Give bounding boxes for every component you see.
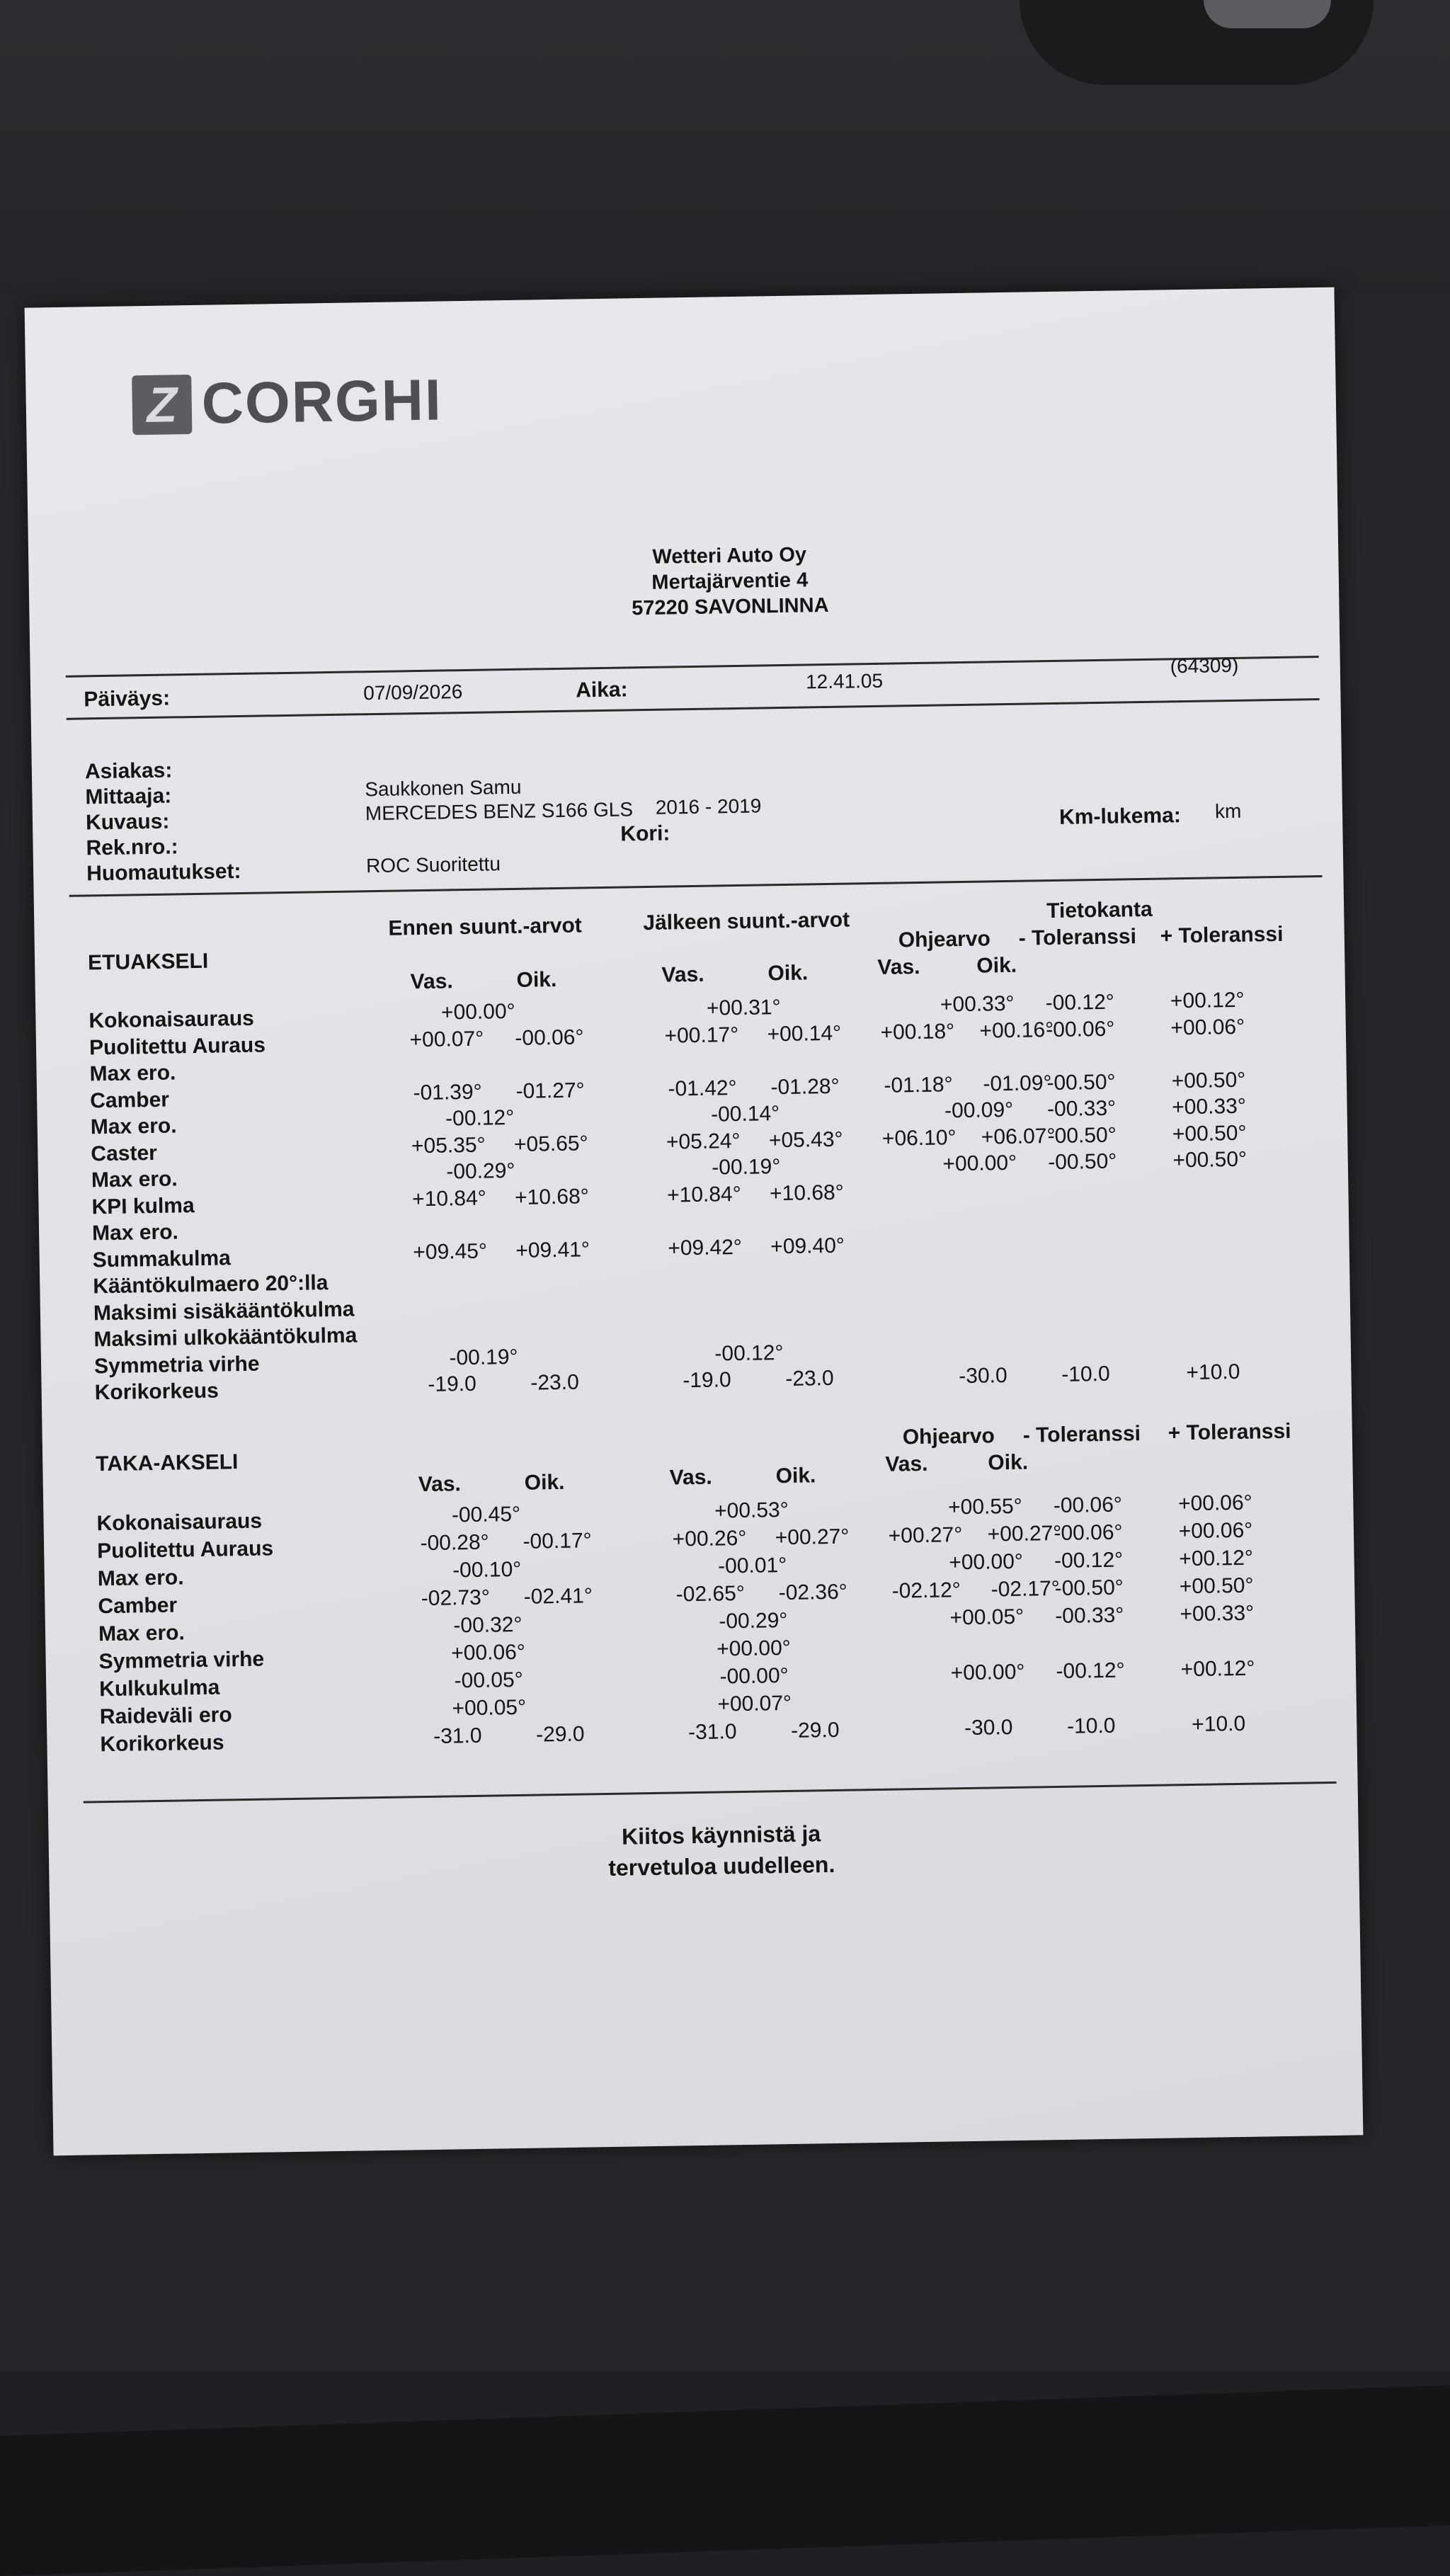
value-after-c: +00.07° — [717, 1691, 792, 1716]
odometer-label: Km-lukema: — [1058, 804, 1182, 829]
value-before-l: -19.0 — [428, 1372, 477, 1396]
company-street: Mertajärventie 4 — [651, 569, 809, 594]
tol-plus-header: + Toleranssi — [1160, 922, 1284, 948]
corghi-logo-text: CORGHI — [201, 367, 443, 436]
value-tol-minus: -00.12° — [1056, 1658, 1125, 1684]
value-spec-r: -02.17° — [991, 1576, 1060, 1602]
before-left-header: Vas. — [410, 969, 453, 994]
reference-number: (64309) — [1170, 654, 1239, 678]
rear-spec-left-header: Vas. — [885, 1452, 928, 1476]
value-before-r: -02.41° — [523, 1584, 593, 1609]
value-tol-minus: -00.06° — [1046, 1017, 1115, 1042]
row-label: Puolitettu Auraus — [89, 1032, 266, 1059]
body-label: Kori: — [620, 821, 670, 846]
value-spec-c: -30.0 — [964, 1716, 1013, 1740]
value-tol-minus: -10.0 — [1066, 1714, 1116, 1738]
value-tol-minus: -00.50° — [1054, 1575, 1124, 1601]
value-after-c: -00.19° — [712, 1155, 781, 1180]
value-spec-r: +06.07° — [981, 1124, 1056, 1149]
row-label: Symmetria virhe — [98, 1647, 265, 1674]
rear-axle-title: TAKA-AKSELI — [96, 1450, 239, 1476]
rear-tol-plus-header: + Toleranssi — [1168, 1419, 1291, 1445]
value-spec-c: +00.05° — [949, 1605, 1024, 1630]
row-label: Maksimi ulkokääntökulma — [93, 1323, 358, 1352]
row-label: Symmetria virhe — [93, 1352, 260, 1378]
row-label: Max ero. — [98, 1621, 185, 1646]
row-label: Kokonaisauraus — [89, 1006, 255, 1033]
value-after-r: -01.28° — [770, 1074, 840, 1099]
value-tol-plus: +00.12° — [1180, 1656, 1255, 1682]
divider — [66, 656, 1319, 678]
rear-after-left-header: Vas. — [669, 1465, 712, 1490]
value-before-r: -01.27° — [515, 1078, 585, 1103]
divider — [67, 698, 1320, 720]
value-after-l: +00.26° — [672, 1526, 747, 1551]
value-tol-minus: -00.50° — [1047, 1149, 1117, 1175]
value-tol-plus: +00.50° — [1179, 1573, 1254, 1599]
rear-tol-minus-header: - Toleranssi — [1022, 1422, 1141, 1447]
value-spec-r: +00.16° — [979, 1018, 1054, 1043]
value-before-r: -23.0 — [530, 1370, 579, 1395]
corghi-logo — [132, 368, 443, 437]
after-values-header: Jälkeen suunt.-arvot — [643, 908, 850, 935]
row-label: Max ero. — [97, 1566, 184, 1591]
value-before-c: -00.05° — [454, 1668, 523, 1693]
rear-before-left-header: Vas. — [418, 1472, 462, 1497]
value-after-r: -02.36° — [778, 1580, 848, 1605]
after-right-header: Oik. — [767, 961, 809, 986]
value-tol-plus: +00.50° — [1172, 1147, 1248, 1173]
value-after-c: +00.31° — [706, 996, 781, 1020]
value-after-l: -02.65° — [675, 1581, 746, 1607]
row-label: Raideväli ero — [99, 1703, 232, 1729]
corghi-logo-icon: Z — [132, 375, 192, 435]
remarks-label: Huomautukset: — [86, 859, 241, 886]
value-tol-minus: -00.50° — [1047, 1123, 1117, 1148]
value-after-c: -00.01° — [717, 1554, 787, 1578]
value-after-c: +00.53° — [714, 1498, 789, 1523]
value-before-l: +10.84° — [411, 1186, 486, 1211]
value-tol-plus: +10.0 — [1186, 1360, 1240, 1385]
value-before-c: -00.12° — [445, 1105, 515, 1131]
row-label: Kulkukulma — [99, 1675, 220, 1702]
value-after-l: +05.24° — [666, 1129, 741, 1154]
before-values-header: Ennen suunt.-arvot — [388, 913, 583, 940]
row-label: Caster — [91, 1141, 158, 1166]
row-label: Korikorkeus — [94, 1379, 219, 1405]
front-axle-title: ETUAKSELI — [87, 949, 209, 975]
row-label: KPI kulma — [91, 1193, 195, 1219]
description-label: Kuvaus: — [85, 809, 170, 835]
divider — [69, 875, 1323, 897]
value-spec-l: -01.18° — [884, 1072, 953, 1098]
value-tol-plus: +00.50° — [1171, 1068, 1246, 1093]
rear-before-right-header: Oik. — [524, 1470, 565, 1495]
database-header: Tietokanta — [1046, 897, 1153, 923]
value-after-l: -31.0 — [687, 1720, 737, 1745]
value-before-c: +00.00° — [440, 999, 515, 1025]
tol-minus-header: - Toleranssi — [1018, 925, 1137, 950]
customer-label: Asiakas: — [84, 758, 173, 784]
before-right-header: Oik. — [516, 968, 557, 992]
value-spec-l: +00.27° — [888, 1523, 963, 1548]
value-before-l: -02.73° — [421, 1585, 491, 1611]
row-label: Summakulma — [92, 1246, 232, 1272]
value-tol-plus: +00.50° — [1172, 1121, 1247, 1146]
value-before-c: -00.10° — [452, 1557, 522, 1583]
registration-label: Rek.nro.: — [86, 835, 178, 860]
rear-after-right-header: Oik. — [775, 1464, 816, 1488]
value-tol-plus: +00.12° — [1170, 988, 1245, 1013]
value-tol-plus: +00.33° — [1171, 1094, 1247, 1119]
remarks-value: ROC Suoritettu — [365, 853, 501, 877]
value-tol-minus: -00.12° — [1054, 1548, 1124, 1573]
value-after-l: -01.42° — [668, 1076, 737, 1101]
value-tol-minus: -00.06° — [1054, 1520, 1123, 1546]
row-label: Camber — [89, 1088, 170, 1112]
value-after-r: +10.68° — [769, 1180, 844, 1205]
value-spec-c: +00.55° — [947, 1494, 1022, 1520]
odometer-unit: km — [1214, 799, 1242, 823]
value-after-c: -00.14° — [710, 1102, 780, 1127]
value-after-l: -19.0 — [683, 1368, 731, 1393]
value-before-r: +10.68° — [514, 1184, 589, 1209]
value-tol-plus: +00.06° — [1178, 1518, 1253, 1544]
alignment-report-sheet — [25, 287, 1364, 2156]
value-tol-minus: -00.50° — [1046, 1070, 1116, 1095]
value-before-c: -00.45° — [451, 1502, 521, 1527]
value-before-c: -00.29° — [446, 1158, 515, 1184]
value-tol-minus: -10.0 — [1061, 1362, 1110, 1386]
value-after-l: +09.42° — [668, 1235, 743, 1260]
value-tol-minus: -00.33° — [1055, 1603, 1124, 1629]
row-label: Max ero. — [91, 1167, 178, 1192]
value-spec-c: -00.09° — [944, 1098, 1014, 1123]
value-tol-minus: -00.12° — [1045, 990, 1114, 1015]
value-spec-c: +00.33° — [940, 991, 1015, 1017]
value-spec-l: +00.18° — [880, 1019, 955, 1044]
divider — [84, 1782, 1337, 1803]
value-before-c: -00.19° — [449, 1345, 518, 1369]
company-name: Wetteri Auto Oy — [652, 543, 807, 569]
measurer-label: Mittaaja: — [85, 784, 172, 809]
vehicle-description: MERCEDES BENZ S166 GLS — [365, 798, 634, 825]
value-tol-plus: +00.06° — [1170, 1015, 1245, 1039]
value-spec-r: +00.27° — [987, 1521, 1062, 1546]
value-before-l: -00.28° — [420, 1530, 489, 1556]
value-tol-plus: +00.06° — [1177, 1491, 1252, 1516]
desk-object-highlight — [1204, 0, 1331, 28]
value-before-c: +00.05° — [452, 1695, 527, 1721]
value-spec-c: +00.00° — [950, 1660, 1025, 1685]
row-label: Kääntökulmaero 20°:lla — [93, 1271, 329, 1299]
value-before-l: -01.39° — [413, 1080, 482, 1105]
spec-left-header: Vas. — [877, 954, 920, 979]
value-before-c: +00.06° — [450, 1640, 526, 1665]
date-value: 07/09/2026 — [362, 680, 463, 705]
row-label: Max ero. — [89, 1061, 176, 1086]
vehicle-years: 2016 - 2019 — [655, 794, 762, 819]
value-tol-plus: +00.12° — [1179, 1546, 1254, 1571]
row-label: Korikorkeus — [100, 1731, 224, 1757]
value-spec-l: +06.10° — [881, 1125, 957, 1151]
value-tol-plus: +00.33° — [1180, 1601, 1255, 1626]
value-after-l: +10.84° — [666, 1182, 741, 1207]
value-spec-r: -01.09° — [983, 1071, 1052, 1096]
value-after-r: +00.14° — [767, 1021, 842, 1046]
value-after-c: -00.00° — [719, 1663, 789, 1689]
value-before-l: +05.35° — [411, 1133, 486, 1158]
time-label: Aika: — [575, 678, 628, 702]
value-before-r: -00.17° — [523, 1529, 592, 1554]
value-spec-l: -02.12° — [891, 1578, 961, 1603]
value-after-r: -23.0 — [785, 1366, 834, 1391]
value-after-r: -29.0 — [790, 1718, 840, 1743]
value-tol-minus: -00.33° — [1046, 1096, 1117, 1122]
value-spec-c: +00.00° — [942, 1151, 1017, 1176]
rear-spec-right-header: Oik. — [988, 1450, 1029, 1475]
company-city: 57220 SAVONLINNA — [631, 593, 829, 620]
after-left-header: Vas. — [661, 962, 704, 987]
value-after-r: +09.40° — [770, 1233, 845, 1258]
value-after-r: +05.43° — [768, 1127, 843, 1152]
value-tol-plus: +10.0 — [1192, 1711, 1246, 1737]
spec-header: Ohjearvo — [898, 927, 991, 952]
measurer-value: Saukkonen Samu — [365, 775, 522, 801]
value-after-r: +00.27° — [775, 1524, 850, 1550]
value-before-l: -31.0 — [433, 1723, 482, 1748]
value-before-r: -29.0 — [535, 1722, 585, 1747]
value-before-l: +09.45° — [413, 1239, 488, 1264]
row-label: Kokonaisauraus — [96, 1509, 263, 1536]
value-tol-minus: -00.06° — [1053, 1493, 1123, 1518]
value-spec-c: -30.0 — [959, 1364, 1007, 1389]
rear-spec-header: Ohjearvo — [902, 1424, 995, 1449]
date-label: Päiväys: — [84, 686, 171, 712]
value-before-c: -00.32° — [453, 1612, 523, 1638]
value-spec-c: +00.00° — [949, 1549, 1024, 1575]
value-after-c: -00.12° — [714, 1340, 784, 1366]
spec-right-header: Oik. — [976, 953, 1017, 978]
row-label: Max ero. — [90, 1114, 177, 1139]
row-label: Puolitettu Auraus — [96, 1537, 274, 1563]
row-label: Max ero. — [91, 1220, 179, 1246]
value-before-l: +00.07° — [409, 1027, 484, 1052]
value-before-r: +09.41° — [515, 1237, 590, 1263]
thanks-line-1: Kiitos käynnistä ja — [621, 1820, 821, 1850]
value-after-c: +00.00° — [716, 1636, 792, 1661]
row-label: Camber — [98, 1593, 178, 1619]
value-before-r: -00.06° — [515, 1025, 584, 1050]
thanks-line-2: tervetuloa uudelleen. — [607, 1851, 835, 1881]
row-label: Maksimi sisäkääntökulma — [93, 1297, 355, 1325]
value-before-r: +05.65° — [513, 1131, 588, 1156]
time-value: 12.41.05 — [805, 669, 884, 693]
value-after-c: -00.29° — [719, 1608, 788, 1634]
value-after-l: +00.17° — [664, 1022, 739, 1048]
